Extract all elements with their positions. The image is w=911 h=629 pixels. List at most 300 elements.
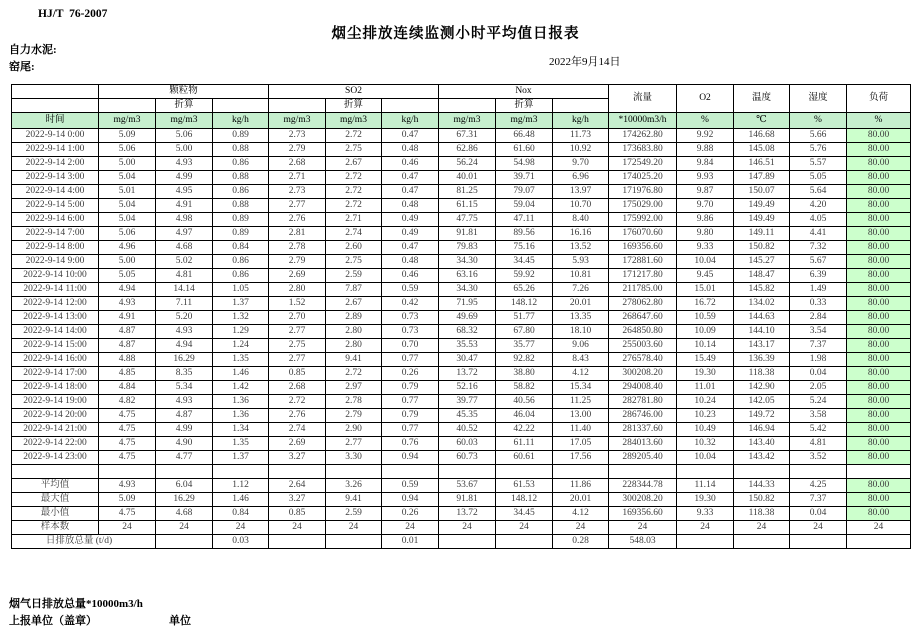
summary-value: 5.09 xyxy=(99,493,156,507)
spacer-cell xyxy=(677,465,734,479)
hour-row xyxy=(12,199,911,213)
summary-value: 1.12 xyxy=(213,479,269,493)
summary-value: 80.00 xyxy=(847,507,911,521)
value-cell: 0.47 xyxy=(382,129,439,143)
value-cell: 9.88 xyxy=(677,143,734,157)
value-cell: 80.00 xyxy=(847,297,911,311)
time-cell: 2022-9-14 8:00 xyxy=(12,241,99,255)
value-cell: 134.02 xyxy=(734,297,790,311)
summary-value: 80.00 xyxy=(847,479,911,493)
value-cell: 2.75 xyxy=(269,339,326,353)
value-cell: 17.56 xyxy=(553,451,609,465)
value-cell: 172881.60 xyxy=(609,255,677,269)
value-cell: 75.16 xyxy=(496,241,553,255)
value-cell: 7.11 xyxy=(156,297,213,311)
value-cell: 6.96 xyxy=(553,171,609,185)
value-cell: 60.73 xyxy=(439,451,496,465)
summary-value: 228344.78 xyxy=(609,479,677,493)
value-cell: 8.35 xyxy=(156,367,213,381)
value-cell: 2.80 xyxy=(269,283,326,297)
value-cell: 80.00 xyxy=(847,213,911,227)
value-cell: 7.26 xyxy=(553,283,609,297)
value-cell: 10.59 xyxy=(677,311,734,325)
daily-total-value xyxy=(496,535,553,549)
value-cell: 11.40 xyxy=(553,423,609,437)
value-cell: 8.40 xyxy=(553,213,609,227)
value-cell: 0.76 xyxy=(382,437,439,451)
value-cell: 10.92 xyxy=(553,143,609,157)
blank-cell xyxy=(213,99,269,113)
value-cell: 4.96 xyxy=(99,241,156,255)
value-cell: 40.52 xyxy=(439,423,496,437)
value-cell: 1.37 xyxy=(213,297,269,311)
summary-value: 6.04 xyxy=(156,479,213,493)
value-cell: 1.46 xyxy=(213,367,269,381)
value-cell: 1.35 xyxy=(213,353,269,367)
hour-row xyxy=(12,213,911,227)
hour-row xyxy=(12,143,911,157)
summary-value: 24 xyxy=(326,521,382,535)
value-cell: 5.02 xyxy=(156,255,213,269)
daily-total-value xyxy=(677,535,734,549)
value-cell: 172549.20 xyxy=(609,157,677,171)
hour-row xyxy=(12,353,911,367)
value-cell: 0.73 xyxy=(382,311,439,325)
report-date: 2022年9月14日 xyxy=(549,56,621,68)
value-cell: 2.75 xyxy=(326,143,382,157)
value-cell: 2.79 xyxy=(269,255,326,269)
summary-value: 150.82 xyxy=(734,493,790,507)
value-cell: 68.32 xyxy=(439,325,496,339)
value-cell: 3.52 xyxy=(790,451,847,465)
page-title: 烟尘排放连续监测小时平均值日报表 xyxy=(331,26,580,42)
daily-total-label: 日排放总量 (t/d) xyxy=(12,535,156,549)
time-cell: 2022-9-14 12:00 xyxy=(12,297,99,311)
summary-value: 9.41 xyxy=(326,493,382,507)
value-cell: 5.67 xyxy=(790,255,847,269)
value-cell: 0.04 xyxy=(790,367,847,381)
summary-value: 24 xyxy=(496,521,553,535)
group-header-nox: Nox xyxy=(439,85,609,99)
value-cell: 175992.00 xyxy=(609,213,677,227)
value-cell: 169356.60 xyxy=(609,241,677,255)
value-cell: 4.75 xyxy=(99,437,156,451)
value-cell: 5.04 xyxy=(99,199,156,213)
value-cell: 282781.80 xyxy=(609,395,677,409)
unit-cell-load: % xyxy=(847,113,911,129)
summary-value: 11.86 xyxy=(553,479,609,493)
value-cell: 118.38 xyxy=(734,367,790,381)
value-cell: 0.89 xyxy=(213,213,269,227)
value-cell: 80.00 xyxy=(847,367,911,381)
value-cell: 80.00 xyxy=(847,241,911,255)
value-cell: 2.81 xyxy=(269,227,326,241)
unit-label: 单位 xyxy=(169,615,191,627)
blank-cell xyxy=(553,99,609,113)
value-cell: 13.97 xyxy=(553,185,609,199)
summary-value: 169356.60 xyxy=(609,507,677,521)
value-cell: 2.72 xyxy=(326,129,382,143)
summary-value: 0.59 xyxy=(382,479,439,493)
value-cell: 80.00 xyxy=(847,143,911,157)
value-cell: 6.39 xyxy=(790,269,847,283)
hour-row xyxy=(12,437,911,451)
unit-cell-temperature: ℃ xyxy=(734,113,790,129)
value-cell: 80.00 xyxy=(847,451,911,465)
value-cell: 176070.60 xyxy=(609,227,677,241)
value-cell: 4.05 xyxy=(790,213,847,227)
spacer-cell xyxy=(553,465,609,479)
value-cell: 7.87 xyxy=(326,283,382,297)
value-cell: 5.57 xyxy=(790,157,847,171)
time-cell: 2022-9-14 9:00 xyxy=(12,255,99,269)
spacer-cell xyxy=(12,465,99,479)
value-cell: 1.42 xyxy=(213,381,269,395)
value-cell: 18.10 xyxy=(553,325,609,339)
monitoring-table xyxy=(11,84,911,549)
value-cell: 3.58 xyxy=(790,409,847,423)
value-cell: 80.00 xyxy=(847,437,911,451)
unit-cell: kg/h xyxy=(553,113,609,129)
value-cell: 9.33 xyxy=(677,241,734,255)
value-cell: 16.29 xyxy=(156,353,213,367)
value-cell: 19.30 xyxy=(677,367,734,381)
value-cell: 5.93 xyxy=(553,255,609,269)
value-cell: 2.69 xyxy=(269,437,326,451)
value-cell: 2.84 xyxy=(790,311,847,325)
value-cell: 4.20 xyxy=(790,199,847,213)
value-cell: 80.00 xyxy=(847,185,911,199)
summary-value: 19.30 xyxy=(677,493,734,507)
summary-value: 24 xyxy=(269,521,326,535)
unit-cell: mg/m3 xyxy=(269,113,326,129)
value-cell: 56.24 xyxy=(439,157,496,171)
time-cell: 2022-9-14 7:00 xyxy=(12,227,99,241)
value-cell: 2.90 xyxy=(326,423,382,437)
value-cell: 11.01 xyxy=(677,381,734,395)
value-cell: 80.00 xyxy=(847,339,911,353)
value-cell: 35.77 xyxy=(496,339,553,353)
value-cell: 10.14 xyxy=(677,339,734,353)
summary-value: 24 xyxy=(677,521,734,535)
value-cell: 45.35 xyxy=(439,409,496,423)
hour-row xyxy=(12,367,911,381)
value-cell: 10.09 xyxy=(677,325,734,339)
value-cell: 54.98 xyxy=(496,157,553,171)
value-cell: 5.20 xyxy=(156,311,213,325)
value-cell: 1.37 xyxy=(213,451,269,465)
value-cell: 0.47 xyxy=(382,241,439,255)
value-cell: 211785.00 xyxy=(609,283,677,297)
summary-value: 2.59 xyxy=(326,507,382,521)
summary-value: 148.12 xyxy=(496,493,553,507)
value-cell: 2.05 xyxy=(790,381,847,395)
value-cell: 4.81 xyxy=(790,437,847,451)
value-cell: 92.82 xyxy=(496,353,553,367)
value-cell: 10.70 xyxy=(553,199,609,213)
daily-total-row xyxy=(12,535,911,549)
value-cell: 149.49 xyxy=(734,213,790,227)
time-cell: 2022-9-14 2:00 xyxy=(12,157,99,171)
daily-total-value xyxy=(326,535,382,549)
converted-label-nox: 折算 xyxy=(496,99,553,113)
value-cell: 58.82 xyxy=(496,381,553,395)
value-cell: 65.26 xyxy=(496,283,553,297)
value-cell: 38.80 xyxy=(496,367,553,381)
value-cell: 2.89 xyxy=(326,311,382,325)
value-cell: 1.34 xyxy=(213,423,269,437)
summary-value: 16.29 xyxy=(156,493,213,507)
unit-cell: kg/h xyxy=(213,113,269,129)
value-cell: 5.06 xyxy=(99,227,156,241)
value-cell: 144.10 xyxy=(734,325,790,339)
blank-cell xyxy=(269,99,326,113)
value-cell: 7.32 xyxy=(790,241,847,255)
summary-value: 2.64 xyxy=(269,479,326,493)
value-cell: 80.00 xyxy=(847,409,911,423)
value-cell: 2.77 xyxy=(269,353,326,367)
spacer-cell xyxy=(326,465,382,479)
value-cell: 42.22 xyxy=(496,423,553,437)
value-cell: 4.77 xyxy=(156,451,213,465)
value-cell: 4.93 xyxy=(156,157,213,171)
value-cell: 146.94 xyxy=(734,423,790,437)
spacer-cell xyxy=(790,465,847,479)
value-cell: 2.78 xyxy=(326,395,382,409)
value-cell: 2.80 xyxy=(326,339,382,353)
value-cell: 4.94 xyxy=(99,283,156,297)
value-cell: 171976.80 xyxy=(609,185,677,199)
value-cell: 61.15 xyxy=(439,199,496,213)
value-cell: 5.01 xyxy=(99,185,156,199)
value-cell: 0.49 xyxy=(382,213,439,227)
summary-value: 4.75 xyxy=(99,507,156,521)
value-cell: 0.49 xyxy=(382,227,439,241)
daily-total-value: 0.03 xyxy=(213,535,269,549)
hour-row xyxy=(12,269,911,283)
unit-cell-humidity: % xyxy=(790,113,847,129)
hour-row xyxy=(12,423,911,437)
value-cell: 4.87 xyxy=(99,325,156,339)
value-cell: 148.47 xyxy=(734,269,790,283)
time-cell: 2022-9-14 16:00 xyxy=(12,353,99,367)
value-cell: 0.70 xyxy=(382,339,439,353)
value-cell: 5.00 xyxy=(99,157,156,171)
summary-label: 样本数 xyxy=(12,521,99,535)
unit-cell: mg/m3 xyxy=(156,113,213,129)
value-cell: 66.48 xyxy=(496,129,553,143)
value-cell: 5.42 xyxy=(790,423,847,437)
value-cell: 2.73 xyxy=(269,185,326,199)
value-cell: 4.41 xyxy=(790,227,847,241)
summary-value: 0.26 xyxy=(382,507,439,521)
header-o2: O2 xyxy=(677,85,734,113)
value-cell: 0.47 xyxy=(382,185,439,199)
time-header: 时间 xyxy=(12,113,99,129)
value-cell: 13.35 xyxy=(553,311,609,325)
time-cell: 2022-9-14 23:00 xyxy=(12,451,99,465)
value-cell: 4.81 xyxy=(156,269,213,283)
time-cell: 2022-9-14 1:00 xyxy=(12,143,99,157)
value-cell: 2.79 xyxy=(269,143,326,157)
value-cell: 2.72 xyxy=(326,171,382,185)
summary-value: 0.94 xyxy=(382,493,439,507)
value-cell: 60.61 xyxy=(496,451,553,465)
value-cell: 10.49 xyxy=(677,423,734,437)
value-cell: 255003.60 xyxy=(609,339,677,353)
value-cell: 67.80 xyxy=(496,325,553,339)
time-cell: 2022-9-14 11:00 xyxy=(12,283,99,297)
hour-row xyxy=(12,241,911,255)
value-cell: 0.88 xyxy=(213,143,269,157)
value-cell: 2.72 xyxy=(269,395,326,409)
value-cell: 2.77 xyxy=(326,437,382,451)
unit-cell-o2: % xyxy=(677,113,734,129)
value-cell: 2.59 xyxy=(326,269,382,283)
value-cell: 4.75 xyxy=(99,409,156,423)
value-cell: 4.99 xyxy=(156,171,213,185)
spacer-cell xyxy=(156,465,213,479)
value-cell: 1.36 xyxy=(213,409,269,423)
value-cell: 59.04 xyxy=(496,199,553,213)
standard-code: HJ/T 76-2007 xyxy=(38,8,108,20)
summary-value: 34.45 xyxy=(496,507,553,521)
value-cell: 175029.00 xyxy=(609,199,677,213)
value-cell: 2.68 xyxy=(269,381,326,395)
summary-label: 最小值 xyxy=(12,507,99,521)
value-cell: 2.79 xyxy=(326,409,382,423)
summary-value: 24 xyxy=(156,521,213,535)
value-cell: 4.98 xyxy=(156,213,213,227)
value-cell: 4.84 xyxy=(99,381,156,395)
summary-value: 24 xyxy=(382,521,439,535)
value-cell: 2.70 xyxy=(269,311,326,325)
value-cell: 4.75 xyxy=(99,451,156,465)
value-cell: 5.04 xyxy=(99,213,156,227)
time-cell: 2022-9-14 22:00 xyxy=(12,437,99,451)
flue-daily-total-label: 烟气日排放总量*10000m3/h xyxy=(9,598,143,610)
value-cell: 13.00 xyxy=(553,409,609,423)
summary-value: 144.33 xyxy=(734,479,790,493)
value-cell: 5.76 xyxy=(790,143,847,157)
value-cell: 148.12 xyxy=(496,297,553,311)
hour-row xyxy=(12,395,911,409)
value-cell: 9.92 xyxy=(677,129,734,143)
value-cell: 71.95 xyxy=(439,297,496,311)
summary-value: 3.27 xyxy=(269,493,326,507)
summary-value: 24 xyxy=(847,521,911,535)
value-cell: 49.69 xyxy=(439,311,496,325)
value-cell: 14.14 xyxy=(156,283,213,297)
summary-value: 20.01 xyxy=(553,493,609,507)
value-cell: 4.85 xyxy=(99,367,156,381)
value-cell: 34.45 xyxy=(496,255,553,269)
summary-value: 0.04 xyxy=(790,507,847,521)
converted-label-so2: 折算 xyxy=(326,99,382,113)
value-cell: 60.03 xyxy=(439,437,496,451)
summary-value: 11.14 xyxy=(677,479,734,493)
value-cell: 2.77 xyxy=(269,325,326,339)
value-cell: 4.99 xyxy=(156,423,213,437)
value-cell: 300208.20 xyxy=(609,367,677,381)
value-cell: 80.00 xyxy=(847,269,911,283)
value-cell: 4.97 xyxy=(156,227,213,241)
value-cell: 39.77 xyxy=(439,395,496,409)
value-cell: 0.77 xyxy=(382,423,439,437)
value-cell: 2.71 xyxy=(269,171,326,185)
value-cell: 7.37 xyxy=(790,339,847,353)
hour-row xyxy=(12,409,911,423)
value-cell: 61.11 xyxy=(496,437,553,451)
summary-row xyxy=(12,507,911,521)
value-cell: 2.76 xyxy=(269,409,326,423)
value-cell: 4.87 xyxy=(99,339,156,353)
value-cell: 2.72 xyxy=(326,199,382,213)
time-cell: 2022-9-14 13:00 xyxy=(12,311,99,325)
blank-cell xyxy=(382,99,439,113)
value-cell: 52.16 xyxy=(439,381,496,395)
value-cell: 0.47 xyxy=(382,171,439,185)
value-cell: 0.46 xyxy=(382,157,439,171)
summary-value: 4.93 xyxy=(99,479,156,493)
value-cell: 4.90 xyxy=(156,437,213,451)
value-cell: 1.49 xyxy=(790,283,847,297)
spacer-cell xyxy=(382,465,439,479)
value-cell: 0.84 xyxy=(213,241,269,255)
value-cell: 174262.80 xyxy=(609,129,677,143)
value-cell: 0.88 xyxy=(213,171,269,185)
hour-row xyxy=(12,297,911,311)
unit-cell: mg/m3 xyxy=(439,113,496,129)
value-cell: 5.00 xyxy=(99,255,156,269)
value-cell: 5.06 xyxy=(156,129,213,143)
value-cell: 4.82 xyxy=(99,395,156,409)
value-cell: 2.80 xyxy=(326,325,382,339)
hour-row xyxy=(12,283,911,297)
value-cell: 0.48 xyxy=(382,199,439,213)
value-cell: 16.72 xyxy=(677,297,734,311)
value-cell: 11.73 xyxy=(553,129,609,143)
value-cell: 268647.60 xyxy=(609,311,677,325)
summary-label: 最大值 xyxy=(12,493,99,507)
table-header xyxy=(12,85,911,129)
daily-total-value xyxy=(156,535,213,549)
value-cell: 81.25 xyxy=(439,185,496,199)
spacer-cell xyxy=(269,465,326,479)
spacer-cell xyxy=(496,465,553,479)
value-cell: 0.77 xyxy=(382,395,439,409)
value-cell: 8.43 xyxy=(553,353,609,367)
daily-total-value: 0.28 xyxy=(553,535,609,549)
value-cell: 13.72 xyxy=(439,367,496,381)
value-cell: 10.24 xyxy=(677,395,734,409)
time-cell: 2022-9-14 19:00 xyxy=(12,395,99,409)
value-cell: 59.92 xyxy=(496,269,553,283)
value-cell: 142.90 xyxy=(734,381,790,395)
summary-value: 24 xyxy=(609,521,677,535)
unit-cell: mg/m3 xyxy=(496,113,553,129)
value-cell: 149.72 xyxy=(734,409,790,423)
value-cell: 0.59 xyxy=(382,283,439,297)
value-cell: 143.17 xyxy=(734,339,790,353)
value-cell: 4.75 xyxy=(99,423,156,437)
value-cell: 4.68 xyxy=(156,241,213,255)
value-cell: 2.71 xyxy=(326,213,382,227)
summary-value: 0.84 xyxy=(213,507,269,521)
summary-value: 7.37 xyxy=(790,493,847,507)
value-cell: 2.68 xyxy=(269,157,326,171)
value-cell: 5.04 xyxy=(99,171,156,185)
